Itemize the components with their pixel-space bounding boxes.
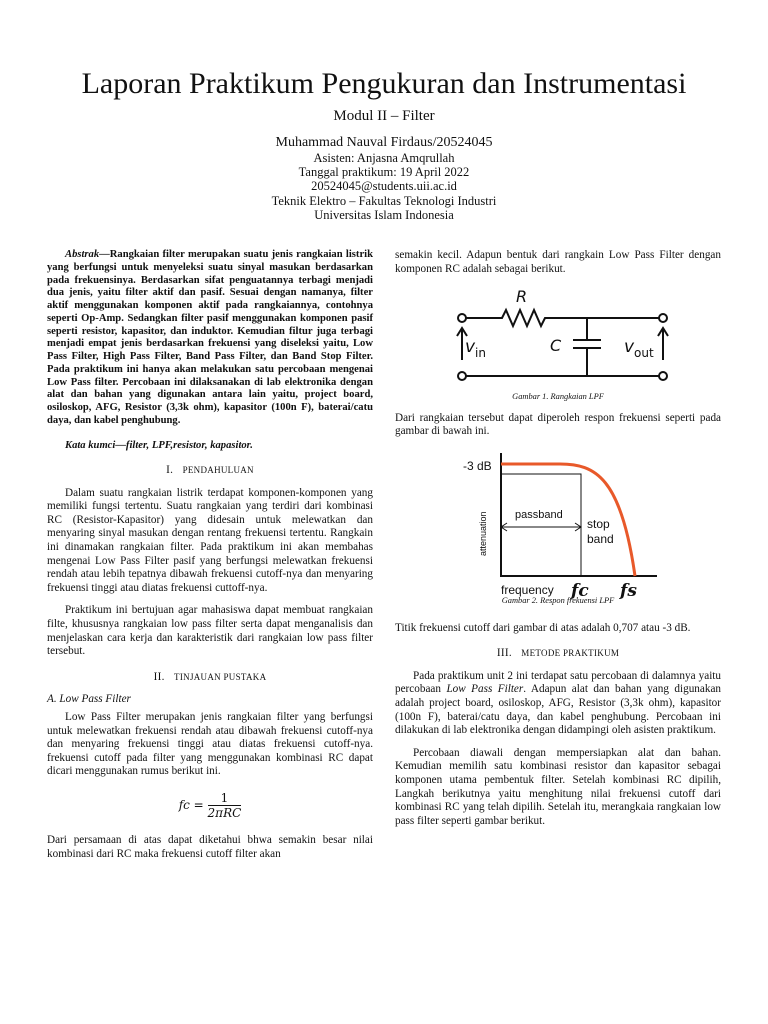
fs-label: fs — [620, 580, 637, 601]
method-paragraph-2: Percobaan diawali dengan mempersiapkan alat dan bahan. Kemudian memilih satu kombinasi resistor dan kapasitor sebagai komponen utama pembentuk filter. Setelah kombinasi RC dipilih, Langkah berikutnya yaitu menghitung nilai frekuensi cutoff dari kombinasi RC yang telah dipilih. Setelah itu, merangkaia rangkaian low pass filter seperti gambar berikut. — [395, 746, 721, 827]
capacitor-label: C — [550, 336, 562, 356]
abstract-text: —Rangkaian filter merupakan suatu jenis rangkaian listrik yang berfungsi untuk menyeleksi suatu sinyal masukan berdasarkan pada frekuensinya. Berdasarkan sifat penguatannya terbagi menjadi dua jenis, yaitu filter aktif dan pasif. Sesuai dengan namanya, filter aktif menggunakan komponen aktif pada rangkaiannya, contohnya seperti Op-Amp. Sedangkan filter pasif menggunakan komponen pasif seperti resistor, kapasitor, dan induktor. Kemudian filtur juga terbagi menjadi empat jenis berdasarkan frekuensi yang diseleksi yaitu, Low Pass Filter, High Pass Filter, Band Pass Filter, dan Band Stop Filter. Pada praktikum ini hanya akan melakukan satu percobaan mengenai Low Pass filter. Percobaan ini dilaksanakan di lab elektronika dengan alat dan bahan yang digunakan antara lain yaitu, project board, osiloskop, AFG, Resistor (3,3k ohm), kapasitor (100n F), baterai/catu daya, dan kabel penghubung. — [47, 249, 373, 426]
section-number: I. — [166, 464, 174, 477]
section-title: METODE PRAKTIKUM — [521, 648, 620, 659]
attenuation-label: attenuation — [478, 511, 488, 556]
section-number: II. — [153, 670, 165, 683]
minus-3db-label: -3 dB — [463, 458, 492, 473]
author-email: 20524045@students.uii.ac.id — [311, 179, 457, 194]
section-heading-3 — [395, 647, 721, 661]
capacitor-symbol — [573, 318, 601, 376]
vout-label: v — [624, 337, 635, 358]
figure-2-caption: Gambar 2. Respon frekuensi LPF — [501, 595, 615, 605]
section-heading-1 — [47, 464, 373, 478]
author-block — [0, 135, 768, 222]
lpf-circuit-diagram — [395, 282, 721, 386]
cutoff-guide-lines — [501, 474, 581, 576]
assistant-name: Asisten: Anjasna Amqrullah — [313, 151, 455, 165]
paper-subtitle: Modul II – Filter — [333, 108, 435, 124]
university: Universitas Islam Indonesia — [314, 207, 454, 222]
vin-subscript: in — [475, 346, 486, 361]
fc-label: fc — [571, 580, 589, 601]
section-title: TINJAUAN PUSTAKA — [174, 671, 267, 682]
resistor-wire — [462, 310, 663, 326]
section-heading-2 — [47, 671, 373, 685]
output-terminal-bottom — [659, 372, 667, 380]
input-terminal-top — [458, 314, 466, 322]
vout-subscript: out — [634, 346, 654, 361]
cutoff-paragraph: Titik frekuensi cutoff dari gambar di atas adalah 0,707 atau -3 dB. — [395, 621, 691, 634]
output-terminal-top — [659, 314, 667, 322]
intro-paragraph-2: Praktikum ini bertujuan agar mahasiswa dapat membuat rangkaian filte, khususnya rangkaian low pass filter serta dapat menganalisis dan menjelaskan cara kerja dan karakteristik dari rangkaian low pass filter tersebut. — [47, 604, 373, 658]
author-name: Muhammad Nauval Firdaus/20524045 — [275, 135, 493, 150]
keywords: Kata kumci—filter, LPF,resistor, kapasitor. — [65, 439, 253, 451]
lpf-response-chart — [395, 443, 721, 601]
right-column — [395, 249, 721, 828]
input-terminal-bottom — [458, 372, 466, 380]
method-paragraph-1 — [395, 670, 721, 738]
intro-paragraph-1: Dalam suatu rangkaian listrik terdapat komponen-komponen yang memiliki fungsi tertentu. Suatu rangkaian yang terdiri dari kombinasi RC (Resistor-Kapasitor) yang didesain untuk melewatkan dan menyaring sinyal masukan dengan rentang frekuensi tertentu. Rangkain ini dinamakan rangkaian filter. Pada praktikum ini akan membahas mengenai Low Pass Filter pasif yang berfungsi melewatkan frekuensi rendah atau lebih tepatnya dibawah frekuensi cutoff-nya dan menyaring frekuensi tinggi atau diatas frekuensi cuttoff-nya. — [47, 486, 373, 594]
abstract — [47, 249, 373, 428]
left-column — [47, 249, 373, 861]
formula-denominator: 2πRC — [207, 805, 242, 820]
practicum-date: Tanggal praktikum: 19 April 2022 — [298, 165, 470, 180]
resistor-label: R — [516, 287, 528, 307]
response-intro-paragraph: Dari rangkaian tersebut dapat diperoleh respon frekuensi seperti pada gambar di bawah ini. — [395, 411, 721, 438]
arrow-heads — [457, 328, 668, 336]
vin-label: v — [465, 337, 476, 358]
formula-lhs: fc = — [178, 797, 204, 812]
lpf-paragraph-2: Dari persamaan di atas dapat diketahui bhwa semakin besar nilai kombinasi dari RC maka frekuensi cutoff filter akan — [47, 833, 373, 860]
section-number: III. — [496, 647, 512, 660]
band-label: band — [587, 531, 614, 546]
method-text-a: Pada praktikum unit 2 ini terdapat satu percobaan di dalamnya yaitu percobaan — [395, 669, 721, 696]
figure-1-caption: Gambar 1. Rangkaian LPF — [512, 392, 604, 402]
cutoff-formula — [47, 791, 373, 820]
method-text-b: . Adapun alat dan bahan yang digunakan adalah project board, osiloskop, AFG, Resistor (3,3k ohm), kapasitor (100n F), baterai/catu daya, dan kabel penghubung. Percobaan ini dilakukan di lab elektronika dengan didampingi oleh asisten praktikum. — [395, 683, 722, 737]
department: Teknik Elektro – Fakultas Teknologi Industri — [271, 193, 497, 208]
frequency-label: frequency — [501, 582, 554, 597]
formula-numerator: 1 — [208, 791, 242, 806]
formula-fraction — [208, 791, 242, 820]
passband-label: passband — [515, 508, 563, 521]
abstract-label: Abstrak — [65, 249, 100, 260]
circuit-intro-paragraph: semakin kecil. Adapun bentuk dari rangkain Low Pass Filter dengan komponen RC adalah sebagai berikut. — [395, 249, 721, 275]
lpf-paragraph-1: Low Pass Filter merupakan jenis rangkaian filter yang berfungsi untuk melewatkan frekuensi rendah atau dibawah frekuensi cutoff-nya dan menyaring frekuensi tinggi atau diatas frekuensi cutoff-nya. frekuensi cutoff pada filter yang menggunakan kombinasi RC dapat dicari menggunakan rumus berikut ini. — [47, 711, 373, 778]
paper-title: Laporan Praktikum Pengukuran dan Instrumentasi — [81, 67, 687, 100]
stop-label: stop — [587, 516, 610, 531]
method-emphasis: Low Pass Filter — [446, 683, 524, 696]
section-title: PENDAHULUAN — [182, 465, 254, 476]
subsection-heading: A. Low Pass Filter — [47, 693, 131, 706]
